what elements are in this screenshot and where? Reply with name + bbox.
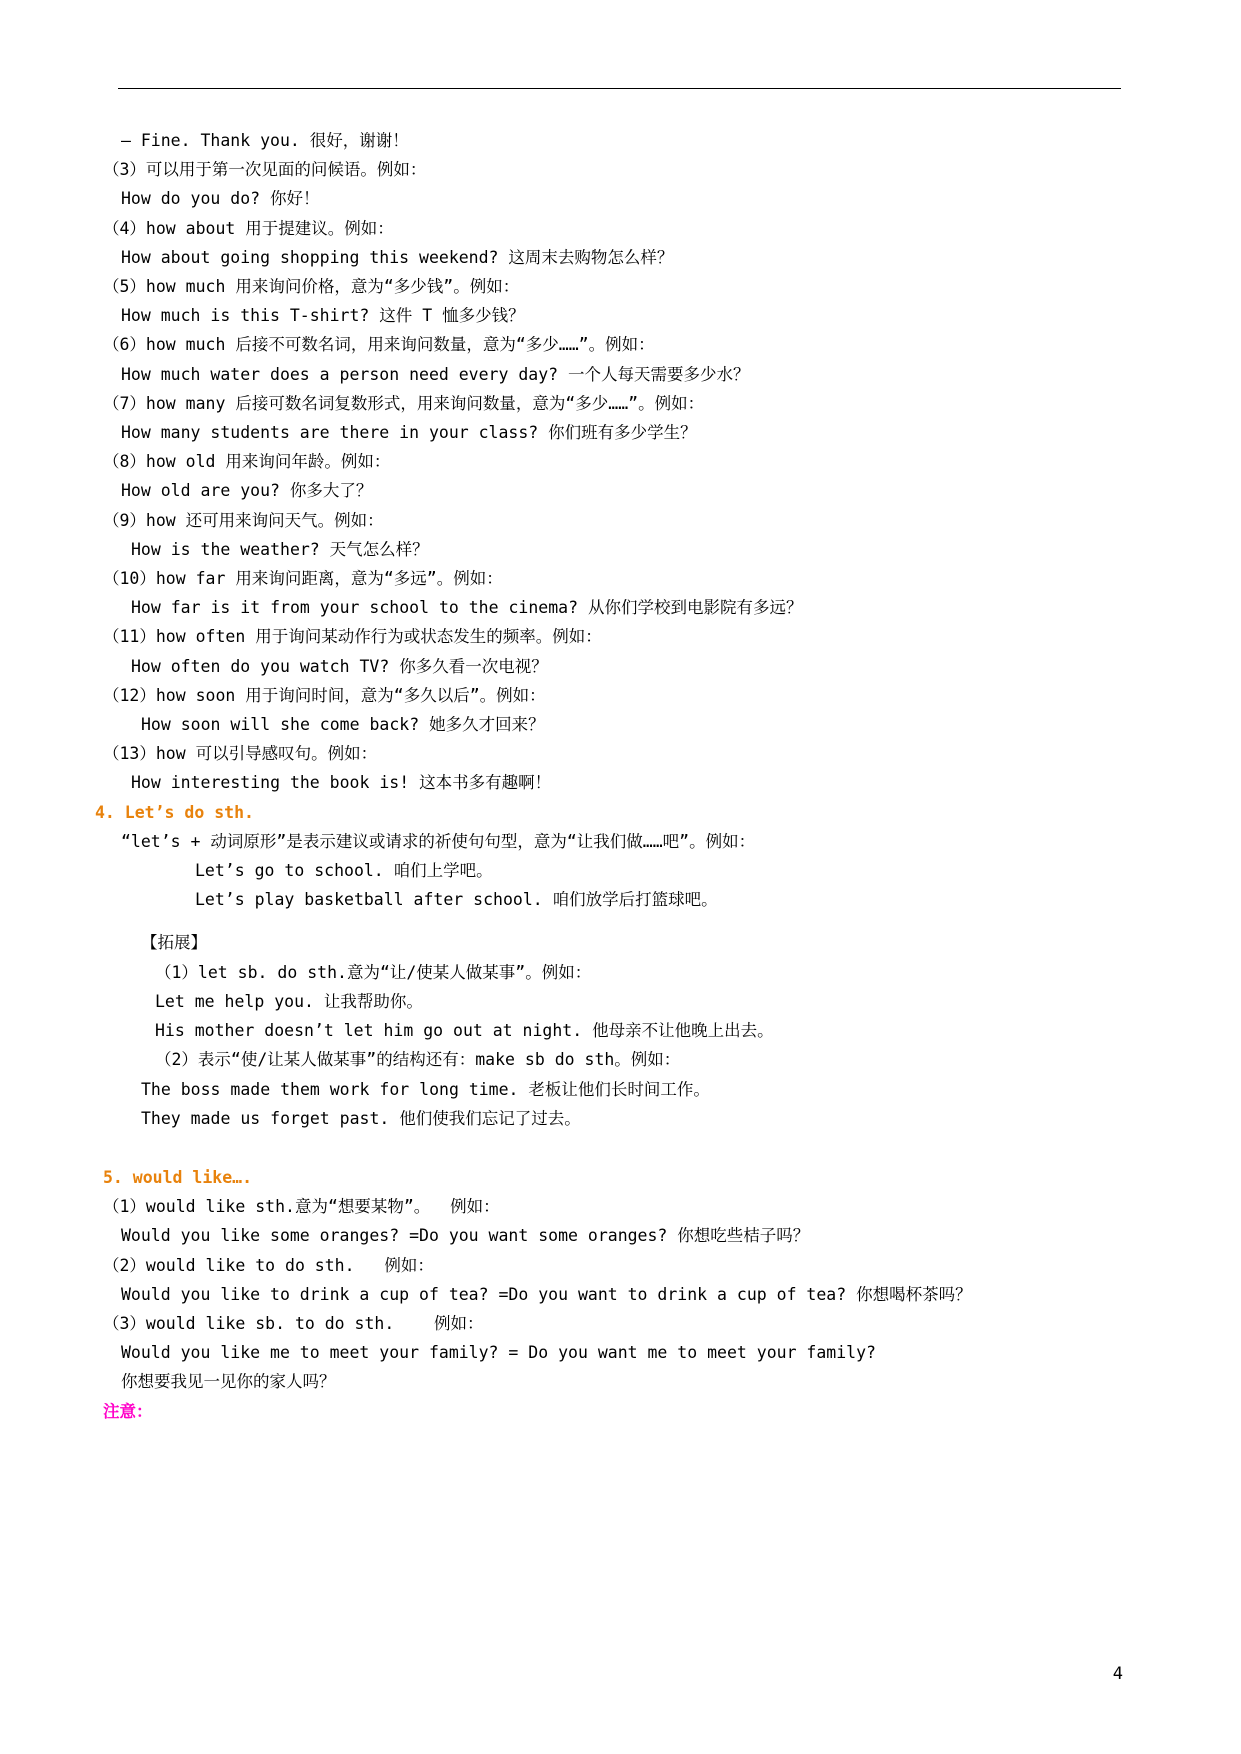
section5-line: Would you like some oranges? =Do you want some oranges? 你想吃些桔子吗？ [121, 1226, 810, 1246]
section4-line: Let’s go to school. 咱们上学吧。 [195, 861, 493, 881]
section-heading-4: 4. Let’s do sth. [95, 802, 254, 822]
section4-line: （2）表示“使/让某人做某事”的结构还有：make sb do sth。例如： [155, 1050, 681, 1070]
body-line: How often do you watch TV? 你多久看一次电视？ [131, 656, 548, 676]
body-line: （4）how about 用于提建议。例如： [103, 218, 394, 238]
section4-line: His mother doesn’t let him go out at night. 他母亲不让他晚上出去。 [155, 1021, 774, 1041]
body-line: How old are you? 你多大了？ [121, 481, 373, 501]
body-line: How far is it from your school to the cinema? 从你们学校到电影院有多远？ [131, 598, 803, 618]
section5-line: （1）would like sth.意为“想要某物”。 例如： [103, 1197, 500, 1217]
body-line: （9）how 还可用来询问天气。例如： [103, 510, 384, 530]
body-line: — Fine. Thank you. 很好，谢谢！ [121, 131, 409, 150]
spacer [95, 1133, 1145, 1163]
body-line: （7）how many 后接可数名词复数形式，用来询问数量，意为“多少……”。例如： [103, 393, 705, 413]
body-line: How much is this T-shirt? 这件 T 恤多少钱？ [121, 306, 525, 326]
section4-line: “let’s + 动词原形”是表示建议或请求的祈使句句型，意为“让我们做……吧”。例如： [121, 831, 756, 851]
body-line: How interesting the book is! 这本书多有趣啊！ [131, 773, 552, 793]
body-line: How much water does a person need every day? 一个人每天需要多少水？ [121, 364, 750, 384]
body-line: （12）how soon 用于询问时间，意为“多久以后”。例如： [103, 685, 546, 705]
section5-line: Would you like to drink a cup of tea? =Do you want to drink a cup of tea? 你想喝杯茶吗？ [121, 1284, 972, 1304]
body-line: （3）可以用于第一次见面的问候语。例如： [103, 160, 427, 180]
document-body [95, 126, 1145, 1426]
section4-line: （1）let sb. do sth.意为“让/使某人做某事”。例如： [155, 962, 592, 982]
section4-line: They made us forget past. 他们使我们忘记了过去。 [141, 1108, 581, 1128]
section-heading-5: 5. would like…. [103, 1167, 253, 1187]
body-line: How soon will she come back? 她多久才回来？ [141, 715, 545, 735]
body-line: How do you do? 你好！ [121, 189, 320, 209]
section4-line: The boss made them work for long time. 老板让他们长时间工作。 [141, 1079, 710, 1099]
body-line: （10）how far 用来询问距离，意为“多远”。例如： [103, 569, 503, 589]
body-line: （5）how much 用来询问价格，意为“多少钱”。例如： [103, 277, 520, 297]
section4-line: Let me help you. 让我帮助你。 [155, 991, 423, 1011]
body-line: （11）how often 用于询问某动作行为或状态发生的频率。例如： [103, 627, 602, 647]
header-divider [118, 88, 1121, 89]
section5-line: Would you like me to meet your family? = Do you want me to meet your family? [121, 1343, 876, 1363]
section4-line: 【拓展】 [141, 933, 207, 953]
section5-line: （2）would like to do sth. 例如： [103, 1255, 434, 1275]
section4-line: Let’s play basketball after school. 咱们放学后打篮球吧。 [195, 890, 718, 910]
section5-line: （3）would like sb. to do sth. 例如： [103, 1313, 484, 1333]
page-number: 4 [1112, 1664, 1123, 1684]
spacer [95, 914, 1145, 928]
section5-line: 你想要我见一见你的家人吗？ [121, 1372, 336, 1392]
body-line: （6）how much 后接不可数名词，用来询问数量，意为“多少……”。例如： [103, 335, 655, 355]
body-line: （13）how 可以引导感叹句。例如： [103, 744, 378, 764]
body-line: （8）how old 用来询问年龄。例如： [103, 452, 391, 472]
body-line: How about going shopping this weekend? 这周末去购物怎么样？ [121, 247, 674, 267]
note-heading: 注意： [103, 1401, 153, 1421]
body-line: How many students are there in your class? 你们班有多少学生？ [121, 423, 697, 443]
body-line: How is the weather? 天气怎么样？ [131, 539, 429, 559]
